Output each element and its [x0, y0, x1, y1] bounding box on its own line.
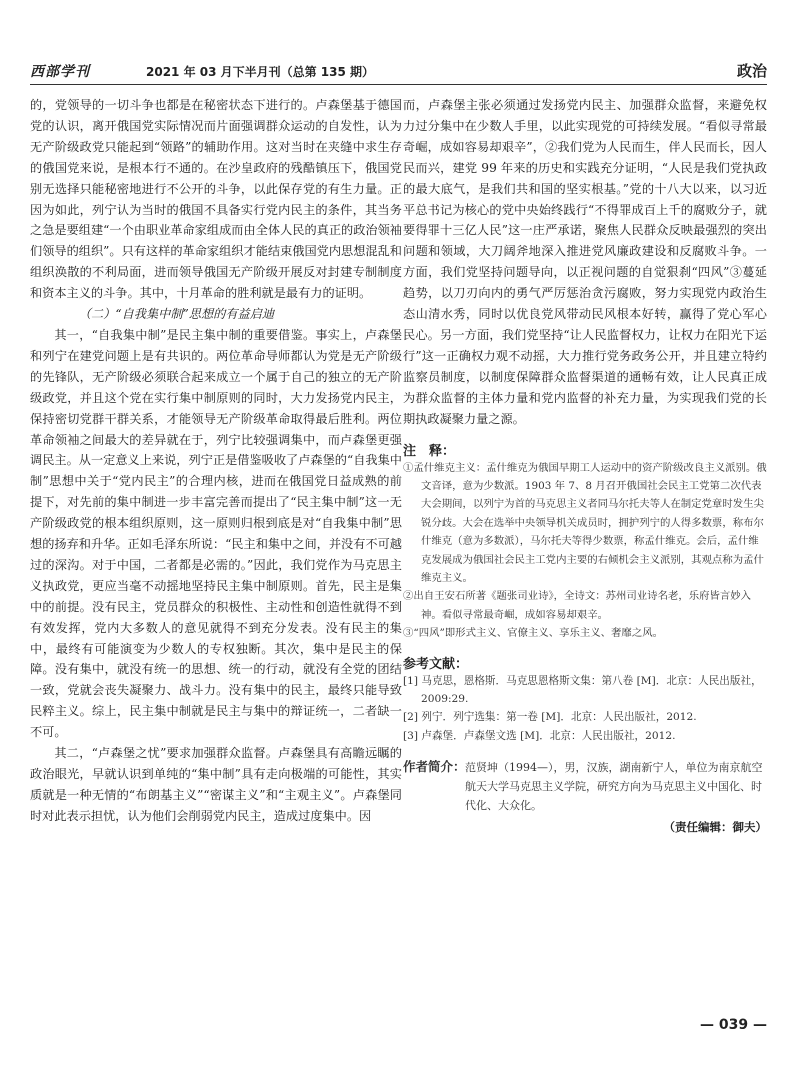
note-item: ②出自王安石所著《题张司业诗》，全诗文：苏州司业诗名老，乐府皆言妙入神。看似寻常最奇崛，成如容易却艰辛。 [403, 590, 752, 621]
page-header [30, 60, 767, 84]
journal-brand: 西部学刊 [30, 64, 90, 80]
notes-heading: 注 释： [403, 443, 456, 459]
section-label: 政治 [736, 62, 767, 80]
author-label: 作者简介： [403, 759, 466, 775]
references-heading: 参考文献： [403, 656, 469, 672]
reference-item: [2] 列宁．列宁选集：第一卷 [M]．北京：人民出版社，2012. [403, 711, 697, 724]
editor-credit: （责任编辑：御夫） [663, 820, 767, 835]
author-text: 范贤坤（1994—），男，汉族，湖南新宁人，单位为南京航空航天大学马克思主义学院，研究方向为马克思主义中国化、时代化、大众化。 [465, 761, 763, 813]
right-column [403, 95, 767, 835]
reference-item: [3] 卢森堡．卢森堡文选 [M]．北京：人民出版社，2012. [403, 729, 676, 742]
issue-info: 2021 年 03 月下半月刊（总第 135 期） [146, 65, 375, 79]
note-item: ①孟什维克主义：孟什维克为俄国早期工人运动中的资产阶级改良主义派别。俄文音译，意为少数派。1903 年 7、8 月召开俄国社会民主工党第二次代表大会期间，以列宁为首的马克思主义者同马尔托夫等人在制定党章时发生尖锐分歧。大会在选举中央领导机关成员时，拥护列宁的人得多数票，称布尔什维克（意为多数派），马尔托夫等得少数票，称孟什维克。会后，孟什维克发展成为俄国社会民主工党内主要的右倾机会主义派别，其观点称为孟什维克主义。 [403, 461, 767, 584]
paragraph: 其二，“卢森堡之忧”要求加强群众监督。卢森堡具有高瞻远瞩的政治眼光，早就认识到单纯的“集中制”具有走向极端的可能性，其实质就是一种无情的“布朗基主义”“密谋主义”和“主观主义”。卢森堡同时对此表示担忧，认为他们会削弱党内民主，造成过度集中。因 [30, 746, 402, 823]
paragraph: 而，卢森堡主张必须通过发扬党内民主、加强群众监督，来避免权力过分集中在少数人手里，以此实现党的可持续发展。“看似寻常最奇崛，成如容易却艰辛”，②我们党为人民而生，伴人民而长，因人民而兴，建党 99 年来的历史和实践充分证明，“人民是我们党执政的最大底气，是我们共和国的坚实根基。”党的十八大以来，以习近平总书记为核心的党中央始终践行“不得罪成百上千的腐败分子，就要得罪十三亿人民”这一庄严承诺，聚焦人民群众反映最强烈的突出问题和领域，大刀阔斧地深入推进党风廉政建设和反腐败斗争。一方面，我们党坚持问题导向，以正视问题的自觉狠刹“四风”③蔓延趋势，以刀刃向内的勇气严厉惩治贪污腐败，努力实现党内政治生态山清水秀，同时以优良党风带动民风根本好转，赢得了党心军心民心。另一方面，我们党坚持“让人民监督权力，让权力在阳光下运行”这一正确权力观不动摇，大力推行党务政务公开，并且建立特约监察员制度，以制度保障群众监督渠道的通畅有效，让人民真正成为群众监督的主体力量和党内监督的补充力量，为实现我们党的长期执政凝聚力量之源。 [403, 98, 767, 426]
subsection-heading: （二）“自我集中制”思想的有益启迪 [78, 307, 275, 322]
paragraph: 其一，“自我集中制”是民主集中制的重要借鉴。事实上，卢森堡和列宁在建党问题上是有共识的。两位革命导师都认为党是无产阶级的先锋队，无产阶级必须联合起来成立一个属于自己的独立的无产阶级政党，并且这个党在实行集中制原则的同时，大力发扬党内民主，保持密切党群干群关系，才能领导无产阶级革命取得最后胜利。两位革命领袖之间最大的差异就在于，列宁比较强调集中，而卢森堡更强调民主。从一定意义上来说，列宁正是借鉴吸收了卢森堡的“自我集中制”思想中关于“党内民主”的合理内核，进而在俄国党日益成熟的前提下，对先前的集中制进一步丰富完善而提出了“民主集中制”这一无产阶级政党的根本组织原则，这一原则归根到底是对“自我集中制”思想的扬弃和升华。正如毛泽东所说：“民主和集中之间，并没有不可越过的深沟。对于中国，二者都是必需的。”因此，我们党作为马克思主义执政党，更应当毫不动摇地坚持民主集中制原则。首先，民主是集中的前提。没有民主，党员群众的积极性、主动性和创造性就得不到有效发挥，党内大多数人的意见就得不到充分发表。没有民主的集中，最终有可能演变为少数人的专权独断。其次，集中是民主的保障。没有集中，就没有统一的思想、统一的行动，就没有全党的团结一致，党就会丧失凝聚力、战斗力。没有集中的民主，最终只能导致民粹主义。综上，民主集中制就是民主与集中的辩证统一，二者缺一不可。 [30, 327, 402, 740]
left-column [30, 95, 402, 827]
paragraph: 的，党领导的一切斗争也都是在秘密状态下进行的。卢森堡基于德国党的认识，离开俄国党实际情况而片面强调群众运动的自发性，认为无产阶级政党只能起到“领路”的辅助作用。这对当时在夹缝中求生存的俄国党来说，是根本行不通的。在沙皇政府的残酷镇压下，俄国党别无选择只能秘密地进行不公开的斗争，以此保存党的有生力量。正因为如此，列宁认为当时的俄国不具备实行党内民主的条件，其当务之急是要组建“一个由职业革命家组成而由全体人民的真正的政治领袖们领导的组织”。只有这样的革命家组织才能结束俄国党内思想混乱和组织涣散的不利局面，进而领导俄国无产阶级开展反对封建专制制度和资本主义的斗争。其中，十月革命的胜利就是最有力的证明。 [30, 98, 402, 301]
note-item: ③“四风”即形式主义、官僚主义、享乐主义、奢靡之风。 [403, 627, 663, 640]
page-number: — 039 — [700, 1017, 767, 1033]
author-bio [403, 757, 767, 815]
header-rule [30, 84, 767, 85]
reference-item: [1] 马克思，恩格斯．马克思恩格斯文集：第八卷 [M]．北京：人民出版社，2009:29. [403, 674, 762, 705]
